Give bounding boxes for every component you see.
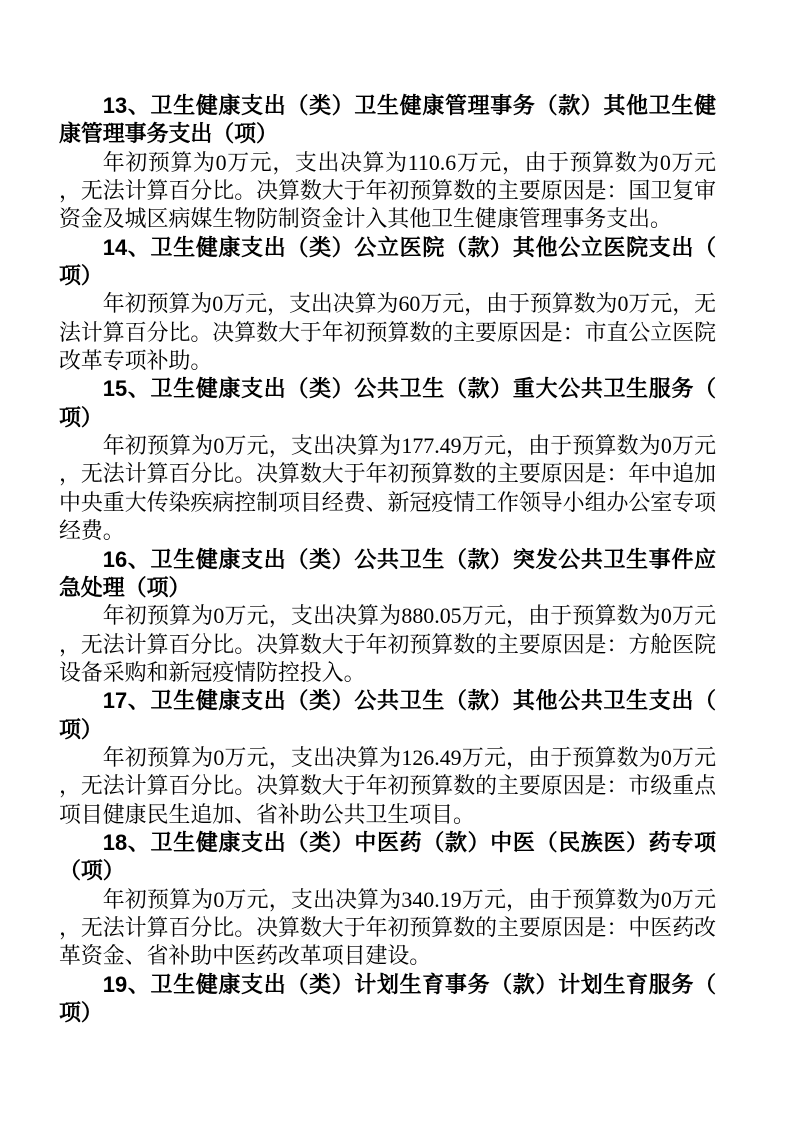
item-16-heading: 16、卫生健康支出（类）公共卫生（款）突发公共卫生事件应急处理（项） [59, 546, 716, 600]
item-17-body: 年初预算为0万元，支出决算为126.49万元，由于预算数为0万元，无法计算百分比。决算数大于年初预算数的主要原因是：市级重点项目健康民生追加、省补助公共卫生项目。 [59, 744, 716, 827]
item-15-body: 年初预算为0万元，支出决算为177.49万元，由于预算数为0万元，无法计算百分比。决算数大于年初预算数的主要原因是：年中追加中央重大传染疾病控制项目经费、新冠疫情工作领导小组办公室专项经费。 [59, 433, 716, 544]
item-14-body: 年初预算为0万元，支出决算为60万元，由于预算数为0万元，无法计算百分比。决算数大于年初预算数的主要原因是：市直公立医院改革专项补助。 [59, 291, 716, 374]
budget-item-section-15 [59, 375, 716, 545]
item-18-heading: 18、卫生健康支出（类）中医药（款）中医（民族医）药专项（项） [59, 829, 716, 884]
budget-item-section-14 [59, 234, 716, 376]
item-13-body: 年初预算为0万元，支出决算为110.6万元，由于预算数为0万元，无法计算百分比。决算数大于年初预算数的主要原因是：国卫复审资金及城区病媒生物防制资金计入其他卫生健康管理事务支出。 [59, 149, 716, 232]
item-14-heading: 14、卫生健康支出（类）公立医院（款）其他公立医院支出（项） [59, 234, 716, 289]
budget-item-section-17 [59, 687, 716, 829]
budget-item-section-18 [59, 829, 716, 971]
item-17-heading: 17、卫生健康支出（类）公共卫生（款）其他公共卫生支出（项） [59, 688, 716, 742]
item-19-heading: 19、卫生健康支出（类）计划生育事务（款）计划生育服务（项） [59, 971, 716, 1025]
budget-item-section-16 [59, 546, 716, 688]
budget-item-section-13 [59, 92, 716, 234]
item-13-heading: 13、卫生健康支出（类）卫生健康管理事务（款）其他卫生健康管理事务支出（项） [59, 93, 716, 147]
budget-item-section-19 [59, 971, 716, 1028]
item-16-body: 年初预算为0万元，支出决算为880.05万元，由于预算数为0万元，无法计算百分比。决算数大于年初预算数的主要原因是：方舱医院设备采购和新冠疫情防控投入。 [59, 603, 716, 685]
item-15-heading: 15、卫生健康支出（类）公共卫生（款）重大公共卫生服务（项） [59, 376, 716, 430]
document-text-block [59, 92, 716, 1027]
item-18-body: 年初预算为0万元，支出决算为340.19万元，由于预算数为0万元，无法计算百分比。决算数大于年初预算数的主要原因是：中医药改革资金、省补助中医药改革项目建设。 [59, 886, 716, 969]
